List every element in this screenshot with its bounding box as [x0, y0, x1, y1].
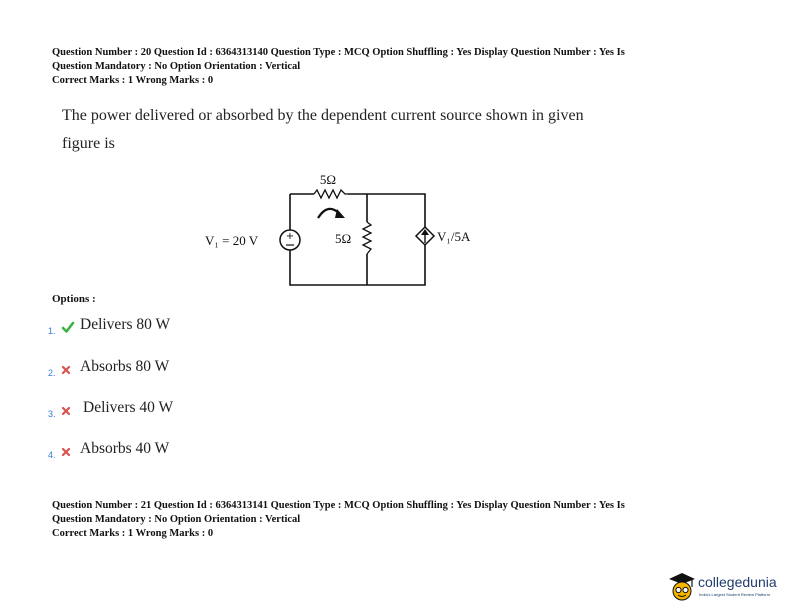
question-text [62, 102, 702, 158]
option-4-number: 4. [48, 450, 56, 460]
option-2-number: 2. [48, 368, 56, 378]
option-1-number: 1. [48, 326, 56, 336]
option-1-text: Delivers 80 W [80, 316, 171, 333]
q20-metadata [52, 46, 752, 88]
cross-icon [61, 447, 71, 457]
q21-meta-line-2: Question Mandatory : No Option Orientation : Vertical [52, 514, 301, 525]
option-2-text: Absorbs 80 W [80, 358, 170, 375]
circuit-diagram [190, 160, 510, 290]
q20-meta-line-1: Question Number : 20 Question Id : 6364313140 Question Type : MCQ Option Shuffling : Yes Display Question Number : Yes Is [52, 47, 625, 58]
svg-text:+: + [285, 231, 295, 242]
q20-meta-line-2: Question Mandatory : No Option Orientation : Vertical [52, 61, 301, 72]
voltage-source-label: V₁ = 20 V [205, 233, 259, 248]
collegedunia-logo[interactable] [668, 571, 788, 607]
top-resistor-label: 5Ω [319, 172, 337, 187]
graduate-mascot-icon [668, 571, 696, 603]
curved-arrow-icon [318, 209, 345, 218]
voltage-source [280, 230, 300, 250]
options-label: Options : [52, 293, 96, 305]
q21-metadata [52, 499, 752, 541]
dependent-source-label: V₁/5A [437, 229, 471, 244]
check-icon [61, 320, 75, 334]
option-3-number: 3. [48, 409, 56, 419]
circuit-wires [290, 194, 425, 285]
dependent-current-source [416, 227, 434, 245]
cross-icon [61, 365, 71, 375]
q20-meta-line-3: Correct Marks : 1 Wrong Marks : 0 [52, 75, 214, 86]
option-4-text: Absorbs 40 W [80, 440, 170, 457]
q21-meta-line-3: Correct Marks : 1 Wrong Marks : 0 [52, 528, 214, 539]
question-text-line-2: figure is [62, 135, 115, 152]
logo-wordmark: collegedunia [698, 574, 777, 590]
logo-tagline: India's Largest Student Review Platform [699, 592, 771, 597]
top-resistor [314, 189, 348, 199]
cross-icon [61, 406, 71, 416]
middle-resistor [362, 222, 372, 254]
middle-resistor-label: 5Ω [335, 231, 352, 246]
question-text-line-1: The power delivered or absorbed by the dependent current source shown in given [62, 107, 584, 124]
option-3-text: Delivers 40 W [83, 399, 174, 416]
q21-meta-line-1: Question Number : 21 Question Id : 6364313141 Question Type : MCQ Option Shuffling : Yes Display Question Number : Yes Is [52, 500, 625, 511]
